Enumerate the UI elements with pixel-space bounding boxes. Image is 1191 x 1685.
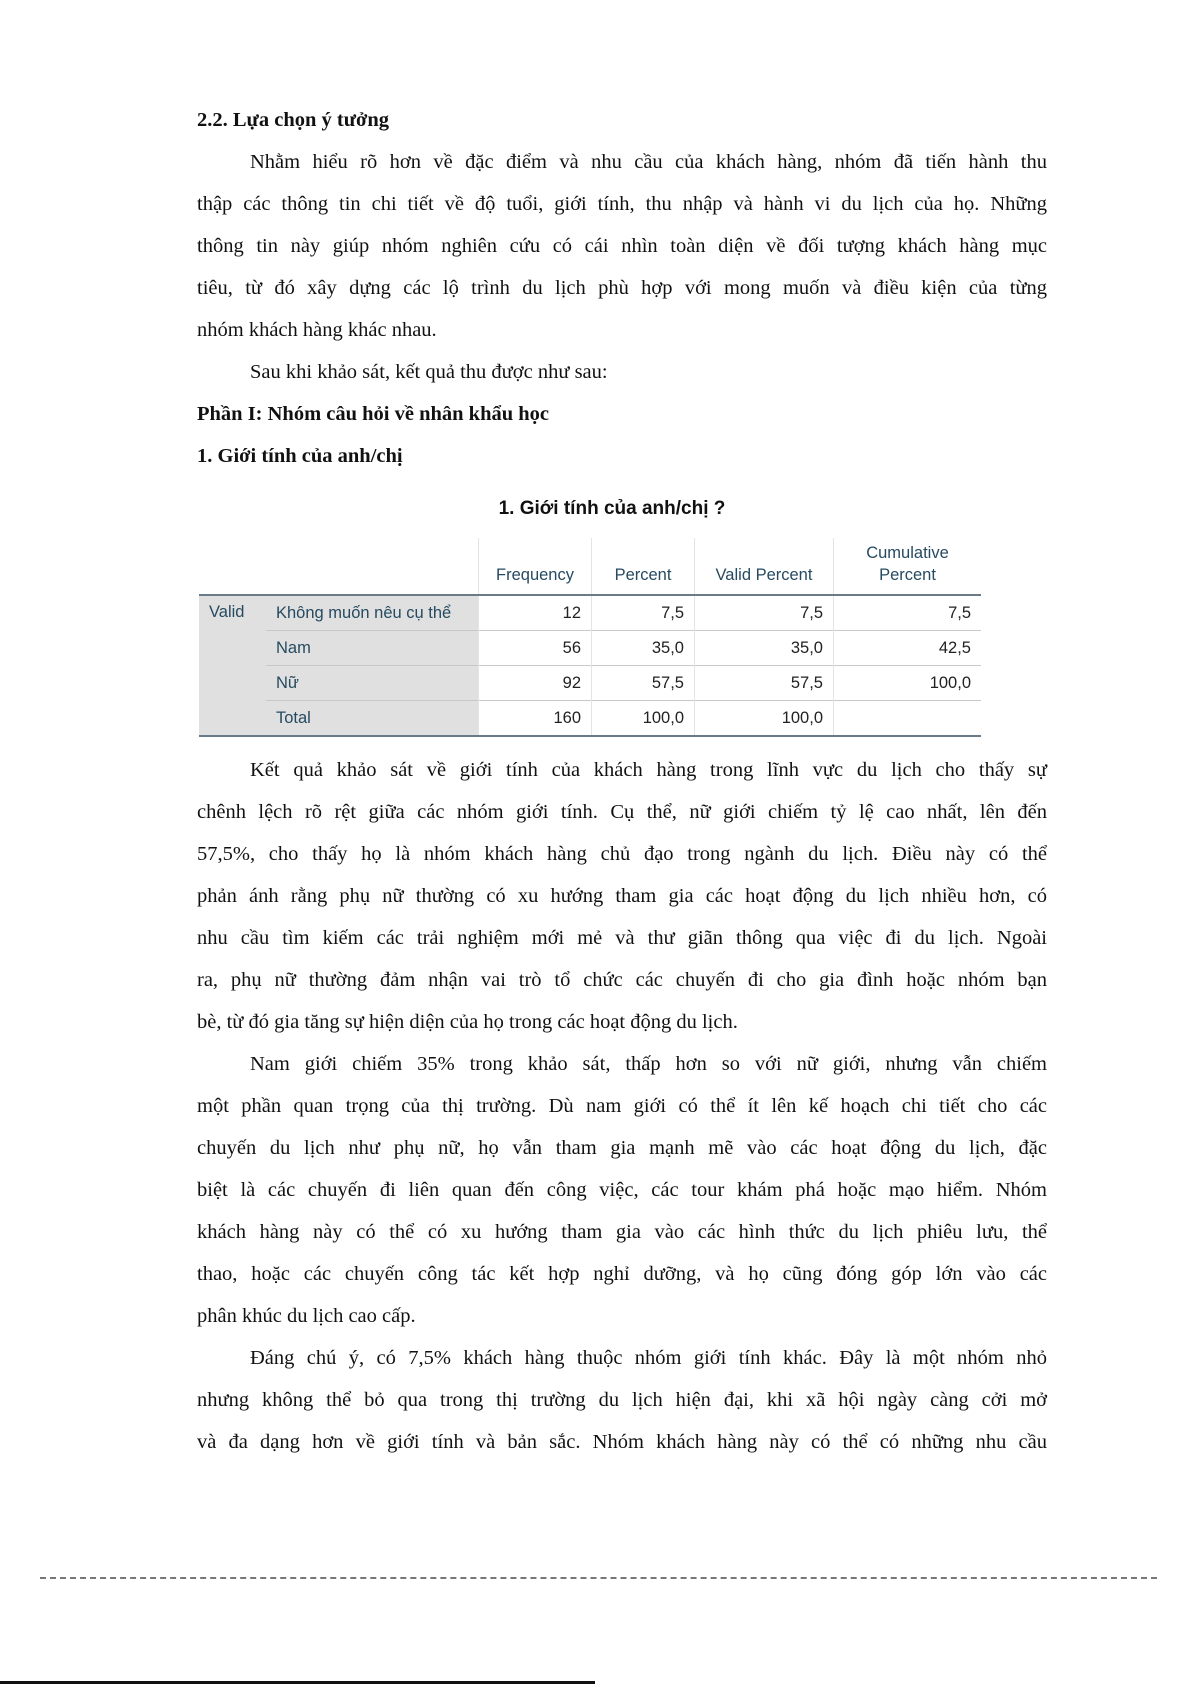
footer-rule [0,1681,595,1684]
text-line: biệt là các chuyến đi liên quan đến công việc, các tour khám phá hoặc mạo hiểm. Nhóm [197,1179,1047,1201]
page-break-divider [40,1577,1157,1579]
group-label: Valid [199,595,266,736]
cell: 57,5 [592,666,695,701]
text-line: thông tin này giúp nhóm nghiên cứu có cái nhìn toàn diện về đối tượng khách hàng mục [197,235,1047,257]
row-label: Nữ [266,666,479,701]
table-row [199,631,981,666]
text-line: Nhằm hiểu rõ hơn về đặc điểm và nhu cầu của khách hàng, nhóm đã tiến hành thu [250,151,1047,173]
cell: 160 [479,701,592,737]
text-line: nhu cầu tìm kiếm các trải nghiệm mới mẻ và thư giãn thông qua việc đi du lịch. Ngoài [197,927,1047,949]
text-line: nhưng không thể bỏ qua trong thị trường du lịch hiện đại, khi xã hội ngày càng cởi mở [197,1389,1047,1411]
text-line: một phần quan trọng của thị trường. Dù nam giới có thể ít lên kế hoạch chi tiết cho các [197,1095,1047,1117]
text-line: Kết quả khảo sát về giới tính của khách hàng trong lĩnh vực du lịch cho thấy sự [250,759,1047,781]
text-line: Nam giới chiếm 35% trong khảo sát, thấp hơn so với nữ giới, nhưng vẫn chiếm [250,1053,1047,1075]
cell: 100,0 [695,701,834,737]
cell: 100,0 [592,701,695,737]
cell: 35,0 [695,631,834,666]
part-heading: Phần I: Nhóm câu hỏi về nhân khẩu học [197,403,550,425]
text-line: và đa dạng hơn về giới tính và bản sắc. Nhóm khách hàng này có thể có những nhu cầu [197,1431,1047,1453]
text-line: phân khúc du lịch cao cấp. [197,1305,416,1327]
row-label: Total [266,701,479,737]
section-heading: 2.2. Lựa chọn ý tưởng [197,109,390,131]
cell: 7,5 [592,595,695,631]
table-row [199,666,981,701]
text-line: tiêu, từ đó xây dựng các lộ trình du lịch phù hợp với mong muốn và điều kiện của từng [197,277,1047,299]
intro-section [197,99,1047,477]
cell: 92 [479,666,592,701]
cell: 7,5 [834,595,982,631]
text-line: 57,5%, cho thấy họ là nhóm khách hàng chủ đạo trong ngành du lịch. Điều này có thể [197,843,1047,865]
text-line: thao, hoặc các chuyến công tác kết hợp nghỉ dưỡng, và họ cũng đóng góp lớn vào các [197,1263,1047,1285]
cell: 7,5 [695,595,834,631]
text-line: chênh lệch rõ rệt giữa các nhóm giới tính. Cụ thể, nữ giới chiếm tỷ lệ cao nhất, lên đến [197,801,1047,823]
frequency-table [199,538,981,737]
table-row [199,595,981,631]
row-label: Không muốn nêu cụ thể [266,595,479,631]
cell: 35,0 [592,631,695,666]
text-line: Sau khi khảo sát, kết quả thu được như sau: [250,361,608,383]
text-line: ra, phụ nữ thường đảm nhận vai trò tổ chức các chuyến đi cho gia đình hoặc nhóm bạn [197,969,1047,991]
text-line: khách hàng này có thể có xu hướng tham gia vào các hình thức du lịch phiêu lưu, thể [197,1221,1047,1243]
header-cumulative-percent: Cumulative Percent [834,538,982,595]
cell: 42,5 [834,631,982,666]
text-line: Đáng chú ý, có 7,5% khách hàng thuộc nhóm giới tính khác. Đây là một nhóm nhỏ [250,1347,1047,1369]
text-line: nhóm khách hàng khác nhau. [197,319,437,341]
analysis-section [197,749,1047,1463]
text-line: phản ánh rằng phụ nữ thường có xu hướng tham gia các hoạt động du lịch nhiều hơn, có [197,885,1047,907]
text-line: chuyến du lịch như phụ nữ, họ vẫn tham gia mạnh mẽ vào các hoạt động du lịch, đặc [197,1137,1047,1159]
cell: 57,5 [695,666,834,701]
table-row-total [199,701,981,737]
question-heading: 1. Giới tính của anh/chị [197,445,403,467]
cell [834,701,982,737]
table-title: 1. Giới tính của anh/chị ? [498,498,726,519]
cell: 12 [479,595,592,631]
text-line: bè, từ đó gia tăng sự hiện diện của họ trong các hoạt động du lịch. [197,1011,738,1033]
text-line: thập các thông tin chi tiết về độ tuổi, giới tính, thu nhập và hành vi du lịch của họ. Những [197,193,1047,215]
cell: 100,0 [834,666,982,701]
header-percent: Percent [592,538,695,595]
header-valid-percent: Valid Percent [695,538,834,595]
header-frequency: Frequency [479,538,592,595]
row-label: Nam [266,631,479,666]
cell: 56 [479,631,592,666]
